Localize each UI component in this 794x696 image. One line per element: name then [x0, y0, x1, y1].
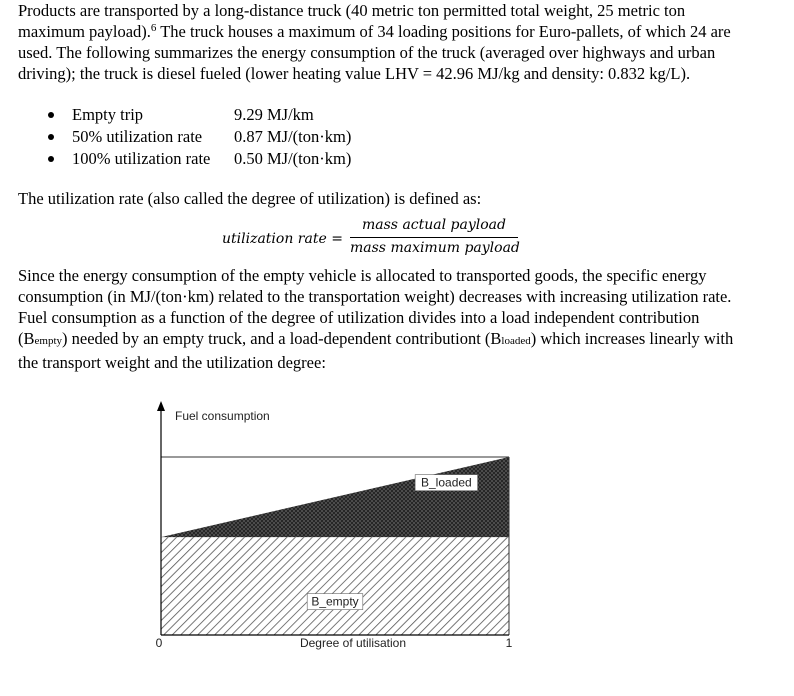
explanation-paragraph	[18, 265, 738, 373]
consumption-list	[46, 104, 351, 170]
formula-denominator: mass maximum payload	[350, 240, 520, 256]
list-item	[46, 148, 351, 170]
formula-numerator: mass actual payload	[362, 217, 506, 233]
explanation-text-2: ) needed by an empty truck, and a load-dependent contributiont (B	[62, 329, 502, 348]
formula-lhs: utilization rate =	[222, 231, 343, 247]
fuel-consumption-chart	[140, 395, 540, 660]
intro-paragraph	[18, 0, 738, 84]
formula-fraction	[350, 217, 518, 256]
list-item	[46, 126, 351, 148]
y-axis-label: Fuel consumption	[175, 409, 270, 423]
b-empty-area	[161, 537, 509, 635]
subscript-empty: empty	[34, 335, 62, 347]
list-item	[46, 104, 351, 126]
definition-paragraph: The utilization rate (also called the degree of utilization) is defined as:	[18, 189, 482, 208]
explanation-text-3: ) which increases linearly with the transport weight and the utilization degree:	[18, 329, 734, 372]
footnote-mark[interactable]: 6	[150, 22, 157, 34]
b-loaded-label: B_loaded	[421, 475, 472, 490]
subscript-loaded: loaded	[501, 335, 531, 347]
intro-text-start: Products are transported by a long-distance truck (40 metric ton permitted total weight, 25 metric ton maximum payload).	[18, 1, 686, 41]
b-loaded-area	[161, 457, 509, 537]
explanation-text-1: Since the energy consumption of the empty vehicle is allocated to transported goods, the specific energy consumption (in MJ/(ton·km) related to the transportation weight) decreases with increasing utilization rate. Fuel consumption as a function of the degree of utilization divides into a load independent contribution (B	[18, 266, 732, 348]
x-tick-label: 0	[155, 636, 163, 650]
list-item-value: 0.50 MJ/(ton·km)	[234, 149, 352, 168]
list-item-label: Empty trip	[72, 105, 144, 124]
bullet-icon	[46, 148, 72, 170]
intro-text-end: The truck houses a maximum of 34 loading positions for Euro-pallets, of which 24 are used. The following summarizes the energy consumption of the truck (averaged over highways and urban driving); the truck is diesel fueled (lower heating value LHV = 42.96 MJ/kg and density: 0.832 kg/L).	[18, 22, 731, 83]
list-item-value: 0.87 MJ/(ton·km)	[234, 127, 352, 146]
fraction-bar	[350, 237, 518, 238]
list-item-value: 9.29 MJ/km	[234, 105, 314, 124]
bullet-icon	[46, 104, 72, 126]
x-axis-label: Degree of utilisation	[299, 636, 407, 650]
y-axis-arrow-icon	[157, 401, 165, 411]
list-item-label: 50% utilization rate	[72, 127, 203, 146]
list-item-label: 100% utilization rate	[72, 149, 211, 168]
bullet-icon	[46, 126, 72, 148]
b-empty-label: B_empty	[311, 594, 359, 609]
x-tick-label: 1	[505, 636, 513, 650]
